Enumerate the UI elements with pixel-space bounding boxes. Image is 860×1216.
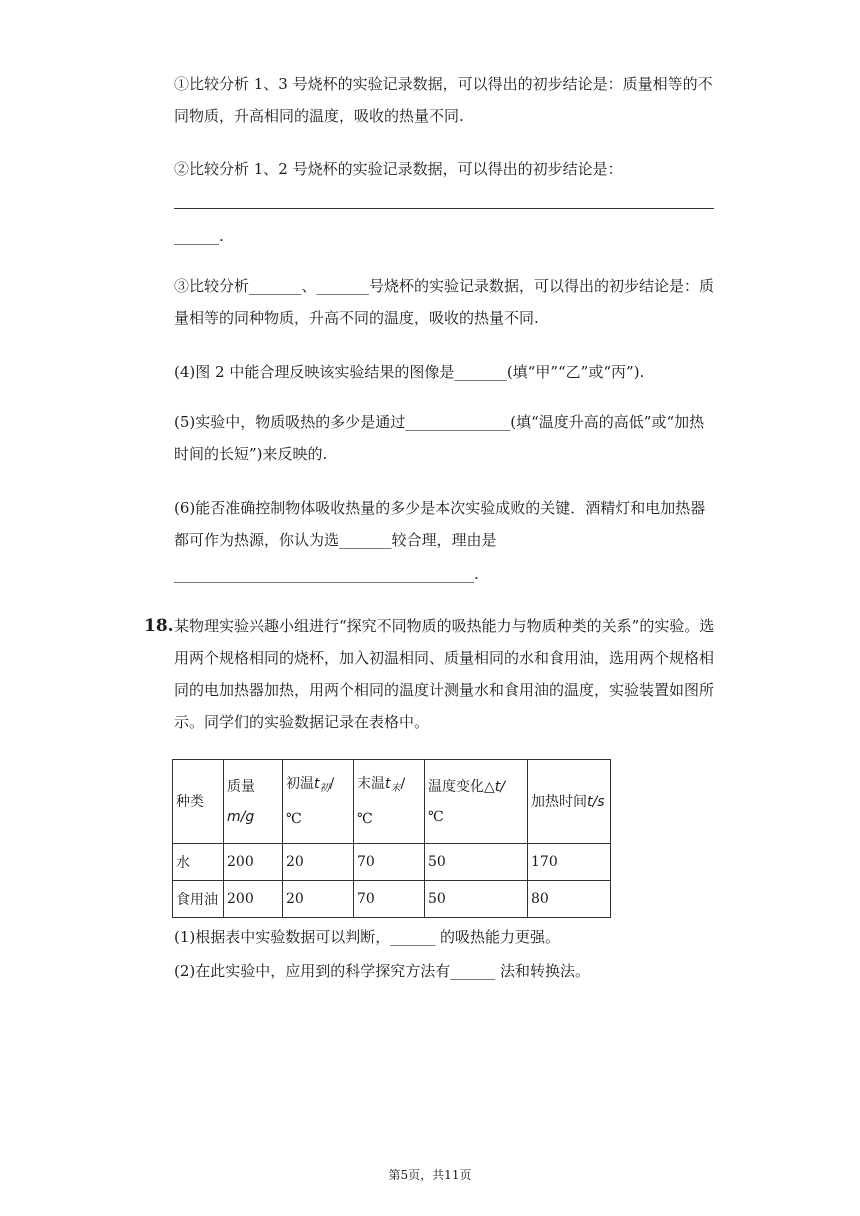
subquestion-2: (2)在此实验中，应用到的科学探究方法有______ 法和转换法。 <box>174 962 591 980</box>
cell-heating-time: 80 <box>528 881 611 918</box>
answer-blank-end: ______. <box>174 227 224 245</box>
conclusion-same-substance: ③比较分析_______、_______号烧杯的实验记录数据，可以得出的初步结论是：质量相等的同种物质，升高不同的温度，吸收的热量不同. <box>174 277 715 327</box>
cell-final-temp: 70 <box>354 844 425 881</box>
cell-kind: 水 <box>173 844 224 881</box>
question-number: 18. <box>144 616 174 636</box>
subquestion-4: (4)图 2 中能合理反映该实验结果的图像是_______(填“甲”“乙”或“丙”). <box>174 363 645 381</box>
cell-initial-temp: 20 <box>283 844 354 881</box>
cell-final-temp: 70 <box>354 881 425 918</box>
subquestion-6: (6)能否准确控制物体吸收热量的多少是本次实验成败的关键．酒精灯和电加热器都可作为热源，你认为选_______较合理，理由是 <box>174 499 706 549</box>
table-row <box>173 844 611 881</box>
cell-mass: 200 <box>224 844 283 881</box>
header-kind: 种类 <box>173 760 224 844</box>
table-row <box>173 881 611 918</box>
cell-temp-change: 50 <box>425 844 528 881</box>
page-footer: 第5页，共11页 <box>388 1168 472 1182</box>
cell-kind: 食用油 <box>173 881 224 918</box>
cell-heating-time: 170 <box>528 844 611 881</box>
subquestion-6-blank: ________________________________________. <box>174 565 479 583</box>
subquestion-1: (1)根据表中实验数据可以判断，______ 的吸热能力更强。 <box>174 928 561 946</box>
table-header-row <box>173 760 611 844</box>
experiment-data-table <box>172 759 611 918</box>
header-heating-time: 加热时间t/s <box>528 760 611 844</box>
subquestion-5: (5)实验中，物质吸热的多少是通过______________(填“温度升高的高低”或“加热时间的长短”)来反映的. <box>174 413 705 463</box>
cell-temp-change: 50 <box>425 881 528 918</box>
cell-initial-temp: 20 <box>283 881 354 918</box>
cell-mass: 200 <box>224 881 283 918</box>
answer-blank-line <box>174 208 714 209</box>
conclusion-1-3: ①比较分析 1、3 号烧杯的实验记录数据，可以得出的初步结论是：质量相等的不同物质，升高相同的温度，吸收的热量不同. <box>174 75 713 125</box>
header-initial-temp: 初温$t_初/$ ℃ <box>283 760 354 844</box>
header-temp-change: 温度变化△t/ ℃ <box>425 760 528 844</box>
header-mass: 质量m/g <box>224 760 283 844</box>
question-stem: 某物理实验兴趣小组进行“探究不同物质的吸热能力与物质种类的关系”的实验。选用两个规格相同的烧杯，加入初温相同、质量相同的水和食用油，选用两个规格相同的电加热器加热，用两个相同的温度计测量水和食用油的温度，实验装置如图所示。同学们的实验数据记录在表格中。 <box>174 617 715 731</box>
conclusion-1-2-prompt: ②比较分析 1、2 号烧杯的实验记录数据，可以得出的初步结论是： <box>174 160 623 178</box>
header-final-temp: 末温$t_末/$ ℃ <box>354 760 425 844</box>
